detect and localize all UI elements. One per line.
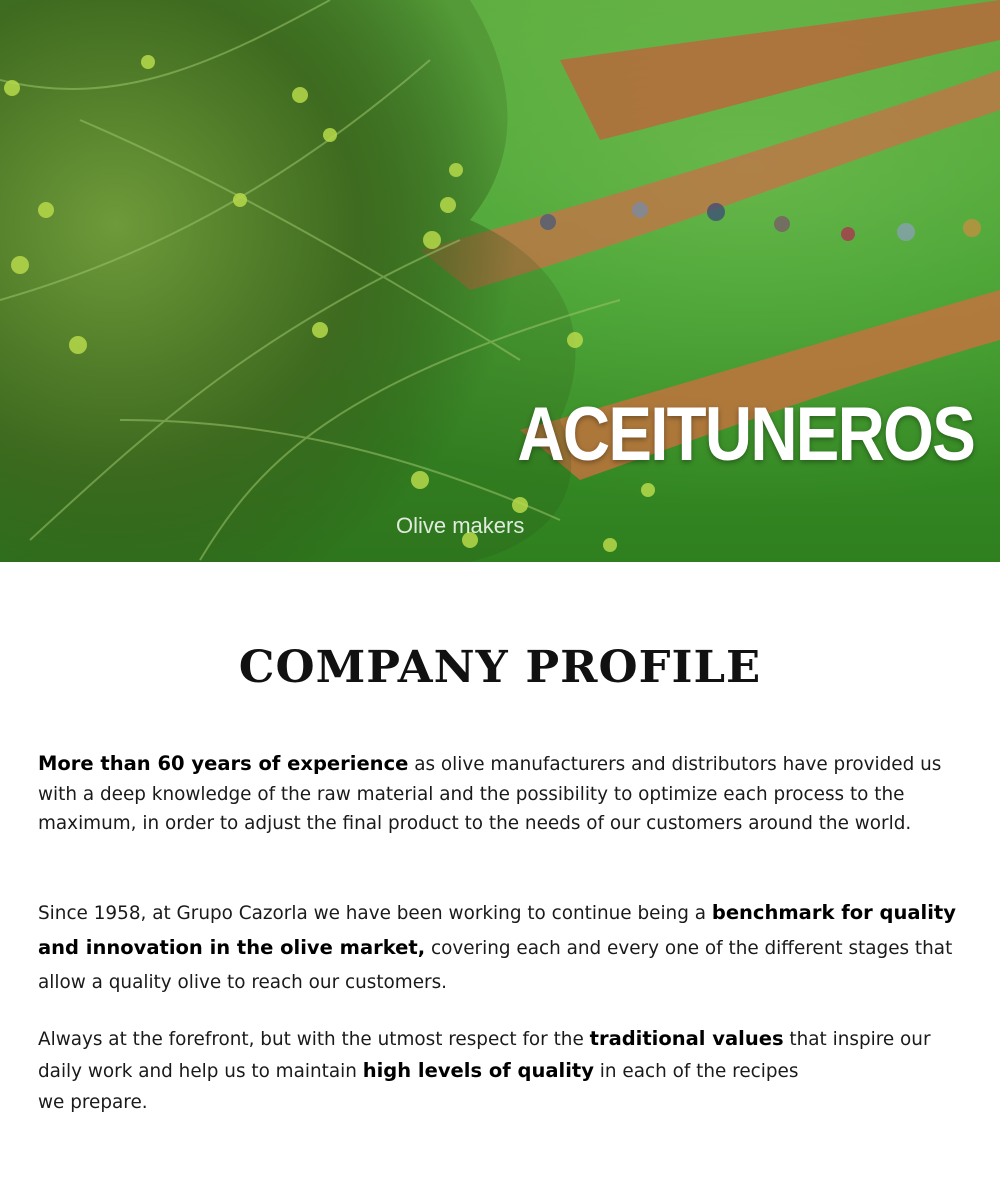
highlight-quality: high levels of quality bbox=[362, 1059, 594, 1082]
hero-banner bbox=[0, 0, 1000, 562]
paragraph-text: as olive manufacturers and distributors have provided us with a deep knowledge of the raw material and the possibility to optimize each process to the maximum, in order to adjust the final product to the needs of our customers around the world. bbox=[38, 754, 942, 834]
hero-subtitle: Olive makers bbox=[396, 513, 525, 538]
paragraph-text: Since 1958, at Grupo Cazorla we have been working to continue being a bbox=[38, 903, 712, 924]
paragraph-text: in each of the recipes bbox=[593, 1061, 799, 1082]
profile-paragraph-values bbox=[38, 1023, 973, 1118]
highlight-experience: More than 60 years of experience bbox=[38, 752, 409, 775]
paragraph-text: we prepare. bbox=[38, 1092, 148, 1113]
highlight-traditional-values: traditional values bbox=[589, 1027, 784, 1050]
paragraph-text: Always at the forefront, but with the utmost respect for the bbox=[38, 1029, 590, 1050]
section-heading: COMPANY PROFILE bbox=[238, 642, 762, 693]
hero-title: ACEITUNEROS bbox=[517, 392, 974, 477]
paragraph-text: covering each and every one of the different stages that allow a quality olive to reach our customers. bbox=[38, 938, 953, 993]
profile-paragraph-experience bbox=[38, 749, 973, 839]
highlight-benchmark: benchmark for quality and innovation in the olive market, bbox=[38, 901, 956, 959]
paragraph-text: that inspire our daily work and help us to maintain bbox=[38, 1029, 931, 1082]
profile-paragraph-history bbox=[38, 896, 973, 1000]
